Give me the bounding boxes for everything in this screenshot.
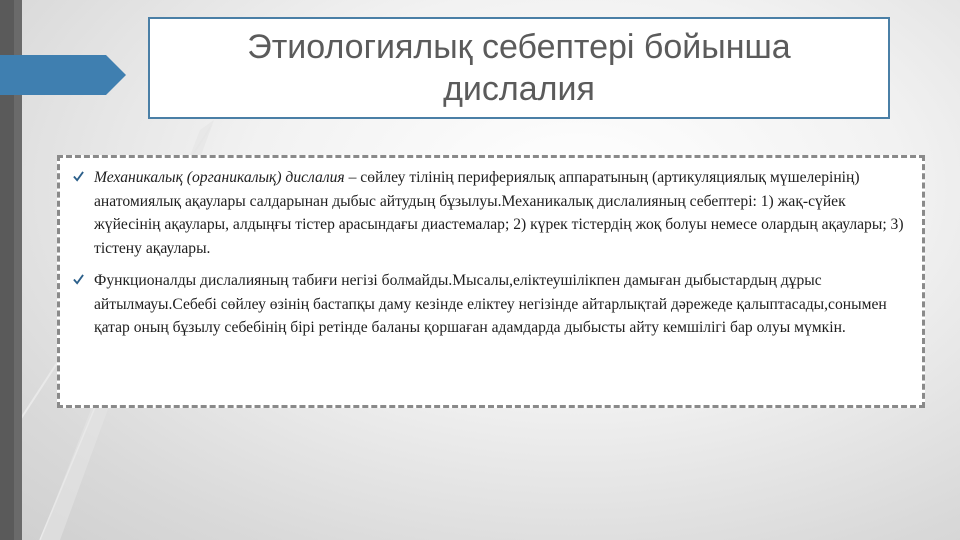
page-title: Этиологиялық себептері бойынша дислалия (247, 28, 791, 108)
item-term: Механикалық (органикалық) дислалия (94, 169, 345, 186)
list-item (82, 269, 908, 340)
checkmark-icon (73, 274, 84, 285)
item-text: – сөйлеу тілінің перифериялық аппаратының (артикуляциялық мүшелерінің) анатомиялық ақаулары салдарынан дыбыс айтудың бұзылуы.Механикалық дислалияның себептері: 1) жақ-сүйек жүйесінің ақаулары, алдыңғы тістер арасындағы диастемалар; 2) күрек тістердің жоқ болуы немесе олардың ақаулары; 3) тістену ақаулары. (94, 169, 904, 257)
title-arrow-tab (0, 55, 126, 95)
list-item (82, 166, 908, 260)
content-box (57, 155, 925, 408)
checkmark-icon (73, 171, 84, 182)
item-text: Функционалды дислалияның табиғи негізі болмайды.Мысалы,еліктеушілікпен дамыған дыбыстардың дұрыс айтылмауы.Себебі сөйлеу өзінің бастапқы даму кезінде еліктеу негізінде айтарлықтай дәрежеде қалыптасады,сонымен қатар оның бұзылу себебінің бірі ретінде баланы қоршаған адамдарда дыбысты айту кемшілігі бар олуы мүмкін. (94, 272, 887, 336)
title-box (148, 17, 890, 119)
